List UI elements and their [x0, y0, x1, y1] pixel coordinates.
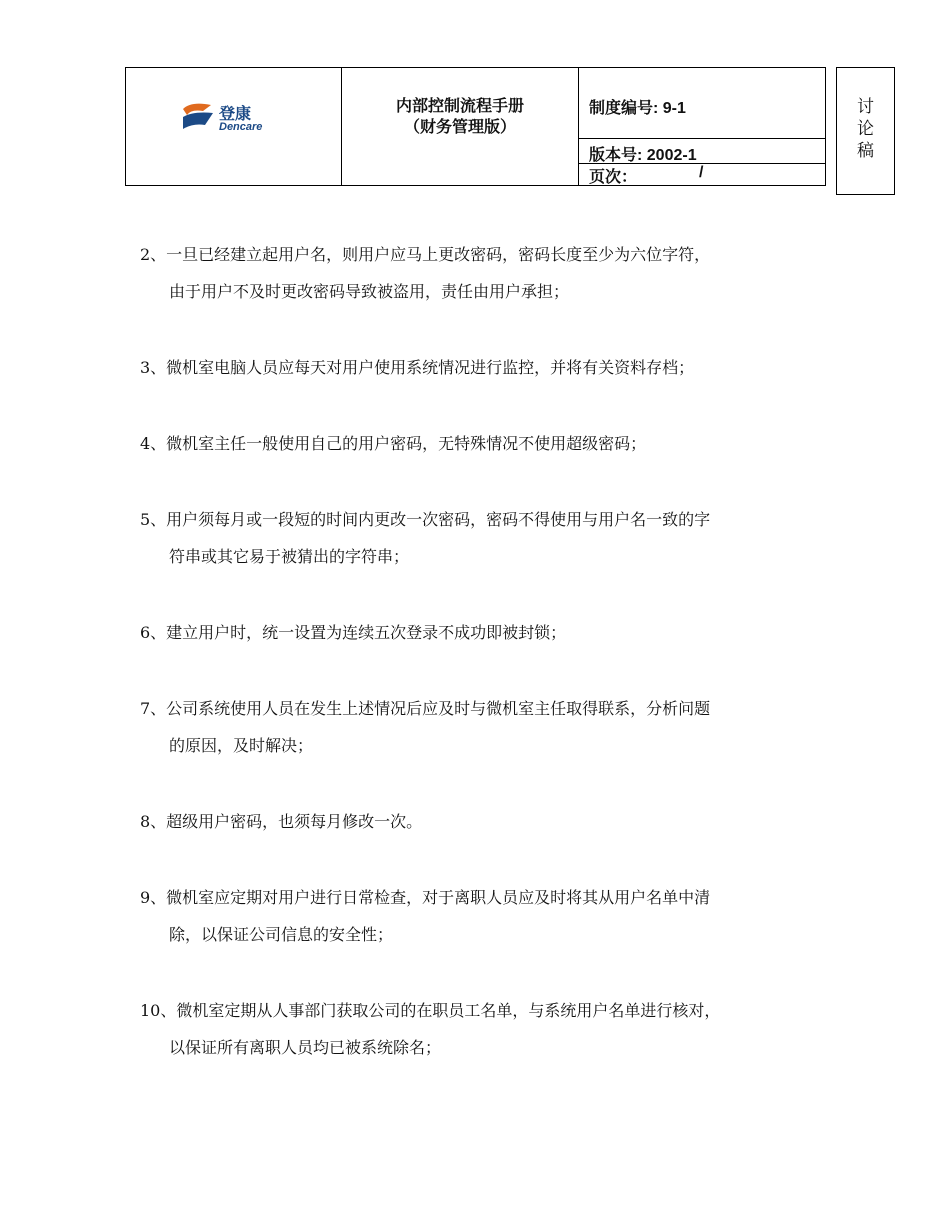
draft-stamp: [836, 67, 895, 195]
draft-char: 讨: [857, 97, 874, 117]
draft-char: 稿: [857, 141, 874, 161]
logo-text-cn: 登康: [219, 104, 252, 123]
list-item: 9、微机室应定期对用户进行日常检查，对于离职人员应及时将其从用户名单中清 除，以保证公司信息的安全性；: [140, 888, 711, 944]
manual-title-line1: 内部控制流程手册: [395, 95, 524, 115]
list-item: 10、微机室定期从人事部门获取公司的在职员工名单，与系统用户名单进行核对， 以保证所有离职人员均已被系统除名；: [140, 1001, 721, 1057]
manual-title: [342, 68, 579, 185]
logo-text-en: Dencare: [219, 121, 263, 133]
list-item: 5、用户须每月或一段短的时间内更改一次密码，密码不得使用与用户名一致的字 符串或其它易于被猜出的字符串；: [140, 510, 711, 566]
rule-list: [140, 236, 820, 1105]
list-item: 2、一旦已经建立起用户名，则用户应马上更改密码，密码长度至少为六位字符， 由于用户不及时更改密码导致被盗用，责任由用户承担；: [140, 245, 711, 301]
page-number: [579, 164, 825, 185]
page-label: 页次：: [589, 169, 638, 186]
list-item: 6、建立用户时，统一设置为连续五次登录不成功即被封锁；: [140, 623, 567, 642]
header-table: [125, 67, 826, 186]
logo-cell: [126, 68, 342, 185]
list-item: 3、微机室电脑人员应每天对用户使用系统情况进行监控，并将有关资料存档；: [140, 358, 695, 377]
version-number: 版本号: 2002-1: [579, 139, 825, 164]
doc-number: 制度编号: 9-1: [579, 68, 825, 139]
company-logo: [181, 101, 281, 141]
list-item: 7、公司系统使用人员在发生上述情况后应及时与微机室主任取得联系，分析问题 的原因，及时解决；: [140, 699, 711, 755]
page-separator: /: [699, 164, 704, 181]
list-item: 4、微机室主任一般使用自己的用户密码，无特殊情况不使用超级密码；: [140, 434, 647, 453]
manual-title-line2: （财务管理版）: [403, 116, 516, 136]
draft-char: 论: [857, 119, 874, 139]
logo-swoosh-icon: [181, 101, 217, 131]
list-item: 8、超级用户密码，也须每月修改一次。: [140, 812, 423, 831]
